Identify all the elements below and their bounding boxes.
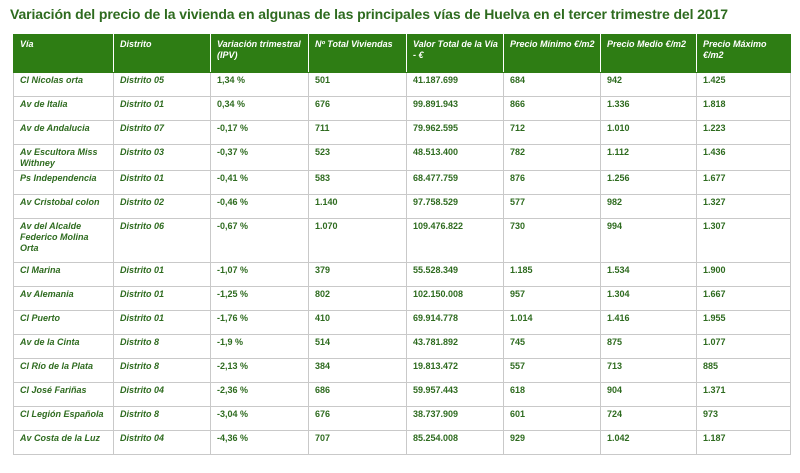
table-row (14, 311, 791, 335)
cell-distrito: Distrito 03 (114, 145, 211, 171)
cell-distrito: Distrito 8 (114, 359, 211, 383)
table-row (14, 171, 791, 195)
cell-viviendas: 686 (309, 383, 407, 407)
cell-via: Cl José Fariñas (14, 383, 114, 407)
cell-via: Cl Nicolas orta (14, 73, 114, 97)
cell-valor: 102.150.008 (407, 287, 504, 311)
cell-distrito: Distrito 04 (114, 431, 211, 455)
cell-precio-min: 557 (504, 359, 601, 383)
header-variacion: Variación trimestral (IPV) (211, 35, 309, 73)
cell-via: Cl Marina (14, 263, 114, 287)
cell-via: Av Cristobal colon (14, 195, 114, 219)
cell-precio-min: 929 (504, 431, 601, 455)
cell-variacion: 1,34 % (211, 73, 309, 97)
header-valor-total: Valor Total de la Vía - € (407, 35, 504, 73)
cell-precio-medio: 994 (601, 219, 697, 263)
cell-precio-max: 1.371 (697, 383, 791, 407)
cell-variacion: -2,13 % (211, 359, 309, 383)
table-row (14, 263, 791, 287)
cell-precio-max: 885 (697, 359, 791, 383)
cell-viviendas: 379 (309, 263, 407, 287)
cell-precio-medio: 982 (601, 195, 697, 219)
cell-distrito: Distrito 01 (114, 171, 211, 195)
cell-via: Av Costa de la Luz (14, 431, 114, 455)
cell-variacion: -2,36 % (211, 383, 309, 407)
cell-valor: 48.513.400 (407, 145, 504, 171)
cell-distrito: Distrito 02 (114, 195, 211, 219)
cell-valor: 55.528.349 (407, 263, 504, 287)
cell-via: Av Alemania (14, 287, 114, 311)
cell-distrito: Distrito 8 (114, 335, 211, 359)
cell-precio-min: 577 (504, 195, 601, 219)
header-via: Vía (14, 35, 114, 73)
cell-valor: 68.477.759 (407, 171, 504, 195)
cell-via: Av de Italia (14, 97, 114, 121)
cell-viviendas: 802 (309, 287, 407, 311)
cell-precio-min: 1.185 (504, 263, 601, 287)
table-row (14, 219, 791, 263)
cell-precio-min: 712 (504, 121, 601, 145)
table-row (14, 359, 791, 383)
cell-variacion: -0,17 % (211, 121, 309, 145)
cell-precio-medio: 1.010 (601, 121, 697, 145)
cell-variacion: -1,76 % (211, 311, 309, 335)
cell-precio-max: 1.900 (697, 263, 791, 287)
cell-via: Cl Río de la Plata (14, 359, 114, 383)
cell-precio-max: 1.818 (697, 97, 791, 121)
cell-viviendas: 384 (309, 359, 407, 383)
cell-precio-min: 1.014 (504, 311, 601, 335)
cell-precio-max: 1.327 (697, 195, 791, 219)
cell-precio-min: 745 (504, 335, 601, 359)
cell-precio-medio: 1.336 (601, 97, 697, 121)
table-row (14, 195, 791, 219)
cell-valor: 99.891.943 (407, 97, 504, 121)
cell-precio-max: 1.436 (697, 145, 791, 171)
header-total-viviendas: Nº Total Viviendas (309, 35, 407, 73)
cell-viviendas: 707 (309, 431, 407, 455)
cell-precio-medio: 875 (601, 335, 697, 359)
cell-distrito: Distrito 04 (114, 383, 211, 407)
cell-via: Av Escultora Miss Withney (14, 145, 114, 171)
cell-via: Cl Puerto (14, 311, 114, 335)
cell-viviendas: 711 (309, 121, 407, 145)
cell-distrito: Distrito 06 (114, 219, 211, 263)
cell-precio-medio: 724 (601, 407, 697, 431)
cell-distrito: Distrito 01 (114, 287, 211, 311)
header-precio-medio: Precio Medio €/m2 (601, 35, 697, 73)
cell-valor: 59.957.443 (407, 383, 504, 407)
cell-distrito: Distrito 01 (114, 311, 211, 335)
cell-valor: 109.476.822 (407, 219, 504, 263)
cell-precio-max: 1.307 (697, 219, 791, 263)
cell-viviendas: 501 (309, 73, 407, 97)
cell-precio-min: 782 (504, 145, 601, 171)
table-row (14, 407, 791, 431)
cell-precio-min: 618 (504, 383, 601, 407)
cell-viviendas: 1.140 (309, 195, 407, 219)
cell-variacion: -1,07 % (211, 263, 309, 287)
cell-precio-max: 1.677 (697, 171, 791, 195)
cell-viviendas: 514 (309, 335, 407, 359)
cell-precio-medio: 904 (601, 383, 697, 407)
cell-viviendas: 1.070 (309, 219, 407, 263)
cell-valor: 85.254.008 (407, 431, 504, 455)
cell-valor: 43.781.892 (407, 335, 504, 359)
housing-price-table (13, 34, 791, 455)
table-row (14, 287, 791, 311)
cell-precio-medio: 1.416 (601, 311, 697, 335)
header-precio-minimo: Precio Mínimo €/m2 (504, 35, 601, 73)
table-row (14, 145, 791, 171)
table-row (14, 121, 791, 145)
cell-variacion: -1,25 % (211, 287, 309, 311)
table-row (14, 97, 791, 121)
cell-precio-max: 1.425 (697, 73, 791, 97)
cell-variacion: -0,46 % (211, 195, 309, 219)
cell-variacion: -4,36 % (211, 431, 309, 455)
cell-precio-min: 876 (504, 171, 601, 195)
cell-distrito: Distrito 8 (114, 407, 211, 431)
cell-viviendas: 523 (309, 145, 407, 171)
cell-valor: 97.758.529 (407, 195, 504, 219)
cell-viviendas: 410 (309, 311, 407, 335)
cell-variacion: -3,04 % (211, 407, 309, 431)
cell-precio-max: 1.187 (697, 431, 791, 455)
cell-precio-min: 601 (504, 407, 601, 431)
table-header-row (14, 35, 791, 73)
cell-precio-medio: 713 (601, 359, 697, 383)
cell-precio-medio: 1.112 (601, 145, 697, 171)
cell-via: Cl Legión Española (14, 407, 114, 431)
cell-via: Ps Independencia (14, 171, 114, 195)
cell-variacion: -0,67 % (211, 219, 309, 263)
cell-precio-max: 1.077 (697, 335, 791, 359)
table-row (14, 431, 791, 455)
cell-precio-medio: 1.304 (601, 287, 697, 311)
cell-precio-medio: 1.534 (601, 263, 697, 287)
cell-valor: 41.187.699 (407, 73, 504, 97)
cell-distrito: Distrito 07 (114, 121, 211, 145)
cell-distrito: Distrito 01 (114, 263, 211, 287)
table-row (14, 335, 791, 359)
cell-precio-medio: 1.256 (601, 171, 697, 195)
cell-variacion: -0,37 % (211, 145, 309, 171)
page-title: Variación del precio de la vivienda en algunas de las principales vías de Huelva en el tercer trimestre del 2017 (10, 6, 728, 22)
cell-variacion: -0,41 % (211, 171, 309, 195)
cell-via: Av del Alcalde Federico Molina Orta (14, 219, 114, 263)
cell-viviendas: 676 (309, 97, 407, 121)
cell-distrito: Distrito 01 (114, 97, 211, 121)
cell-precio-max: 1.667 (697, 287, 791, 311)
cell-valor: 79.962.595 (407, 121, 504, 145)
cell-valor: 38.737.909 (407, 407, 504, 431)
cell-via: Av de la Cinta (14, 335, 114, 359)
table-row (14, 73, 791, 97)
cell-via: Av de Andalucia (14, 121, 114, 145)
header-distrito: Distrito (114, 35, 211, 73)
cell-precio-min: 684 (504, 73, 601, 97)
cell-distrito: Distrito 05 (114, 73, 211, 97)
cell-valor: 69.914.778 (407, 311, 504, 335)
cell-precio-max: 1.955 (697, 311, 791, 335)
cell-viviendas: 583 (309, 171, 407, 195)
header-precio-maximo: Precio Máximo €/m2 (697, 35, 791, 73)
cell-precio-medio: 1.042 (601, 431, 697, 455)
cell-valor: 19.813.472 (407, 359, 504, 383)
table-row (14, 383, 791, 407)
cell-precio-min: 957 (504, 287, 601, 311)
cell-variacion: 0,34 % (211, 97, 309, 121)
cell-precio-min: 730 (504, 219, 601, 263)
cell-variacion: -1,9 % (211, 335, 309, 359)
cell-precio-max: 1.223 (697, 121, 791, 145)
cell-viviendas: 676 (309, 407, 407, 431)
cell-precio-max: 973 (697, 407, 791, 431)
cell-precio-min: 866 (504, 97, 601, 121)
cell-precio-medio: 942 (601, 73, 697, 97)
